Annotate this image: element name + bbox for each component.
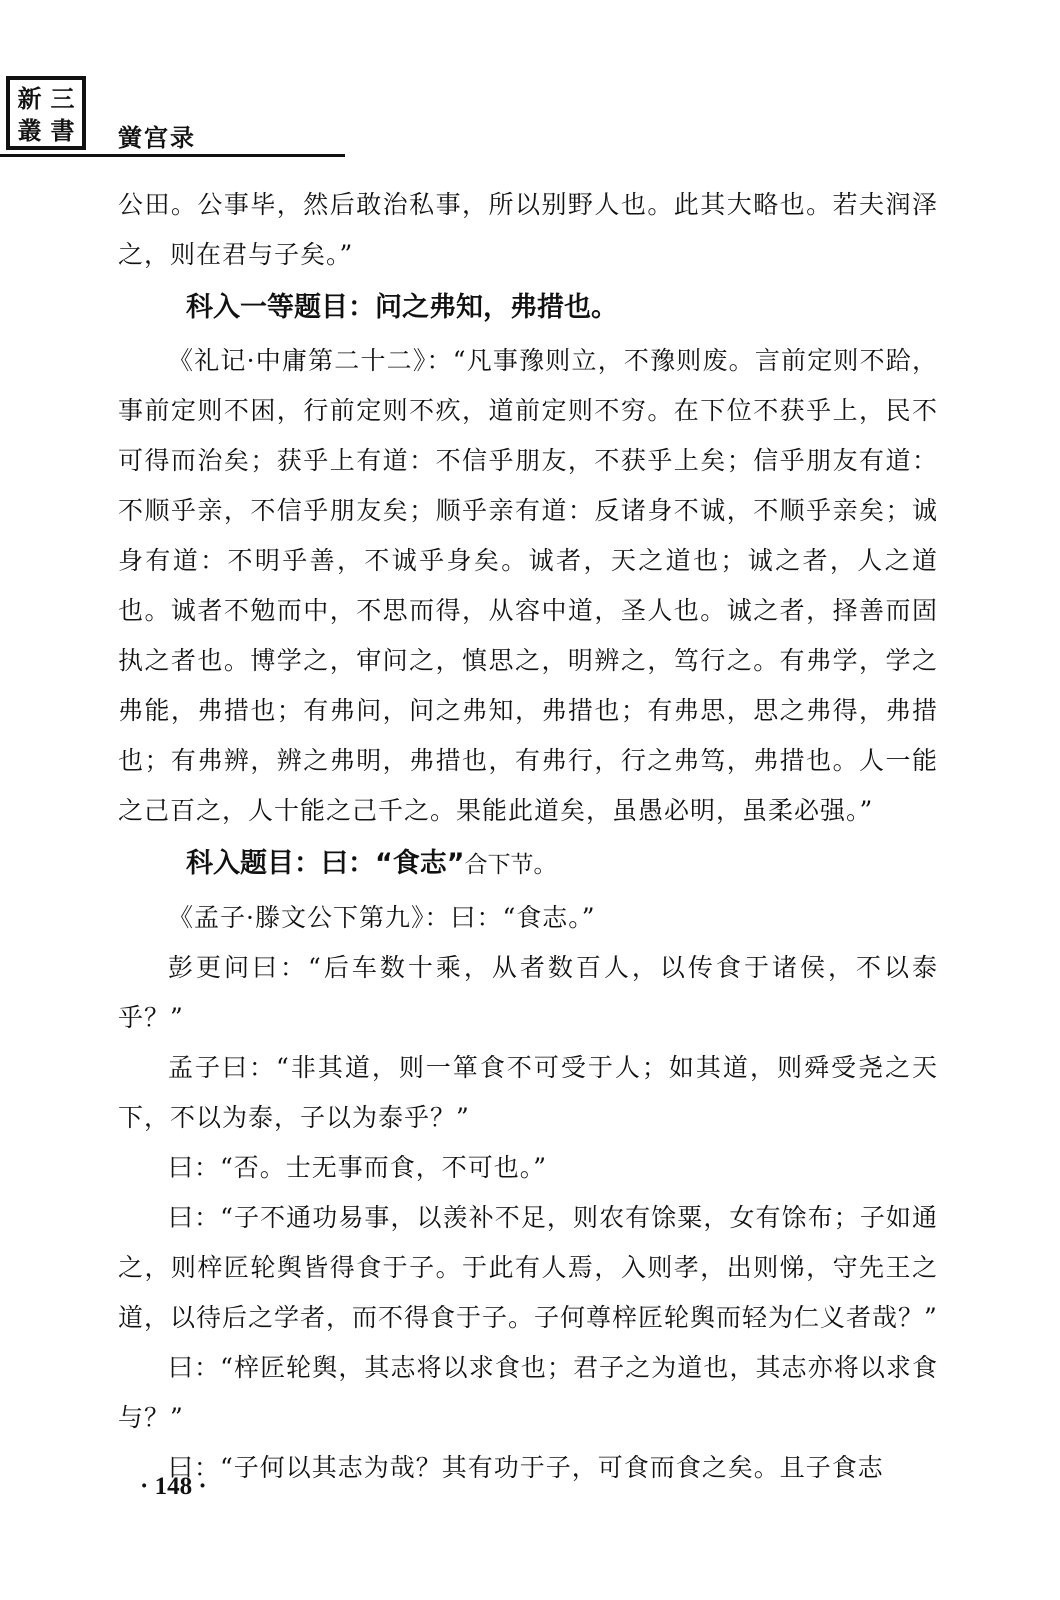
seal-char: 書 [50,116,75,145]
seal-char: 叢 [17,116,42,145]
seal-char: 新 [17,84,42,113]
section-heading [118,836,938,893]
section-heading [118,280,938,336]
paragraph: 曰：“子不通功易事，以羡补不足，则农有馀粟，女有馀布；子如通之，则梓匠轮舆皆得食于子。于此有人焉，入则孝，出则悌，守先王之道，以待后之学者，而不得食于子。子何尊梓匠轮舆而轻为仁义者哉？” [118,1203,938,1332]
paragraph: 《礼记·中庸第二十二》：“凡事豫则立，不豫则废。言前定则不跲，事前定则不困，行前定则不疚，道前定则不穷。在下位不获乎上，民不可得而治矣；获乎上有道：不信乎朋友，不获乎上矣；信乎朋友有道：不顺乎亲，不信乎朋友矣；顺乎亲有道：反诸身不诚，不顺乎亲矣；诚身有道：不明乎善，不诚乎身矣。诚者，天之道也；诚之者，人之道也。诚者不勉而中，不思而得，从容中道，圣人也。诚之者，择善而固执之者也。博学之，审问之，慎思之，明辨之，笃行之。有弗学，学之弗能，弗措也；有弗问，问之弗知，弗措也；有弗思，思之弗得，弗措也；有弗辨，辨之弗明，弗措也，有弗行，行之弗笃，弗措也。人一能之己百之，人十能之己千之。果能此道矣，虽愚必明，虽柔必强。” [118,346,938,825]
page-body [118,180,938,1493]
paragraph: 公田。公事毕，然后敢治私事，所以别野人也。此其大略也。若夫润泽之，则在君与子矣。” [118,190,938,269]
paragraph: 曰：“子何以其志为哉？其有功于子，可食而食之矣。且子食志 [168,1453,884,1482]
header-rule [0,154,345,157]
paragraph: 孟子曰：“非其道，则一箪食不可受于人；如其道，则舜受尧之天下，不以为泰，子以为泰乎？” [118,1053,938,1132]
paragraph: 《孟子·滕文公下第九》：曰：“食志。” [168,903,596,932]
paragraph: 曰：“梓匠轮舆，其志将以求食也；君子之为道也，其志亦将以求食与？” [118,1353,938,1432]
book-title: 黉宫录 [118,124,196,152]
paragraph: 彭更问曰：“后车数十乘，从者数百人，以传食于诸侯，不以泰乎？” [118,953,938,1032]
heading-note: 合下节。 [464,852,557,878]
page-number: · 148 · [140,1473,207,1500]
series-seal-logo [6,76,86,150]
heading-text: 科入一等题目：问之弗知，弗措也。 [186,292,618,323]
heading-text: 科入题目：曰：“食志” [186,848,465,879]
paragraph: 曰：“否。士无事而食，不可也。” [168,1153,548,1182]
running-header [0,70,360,160]
seal-char: 三 [50,84,75,113]
